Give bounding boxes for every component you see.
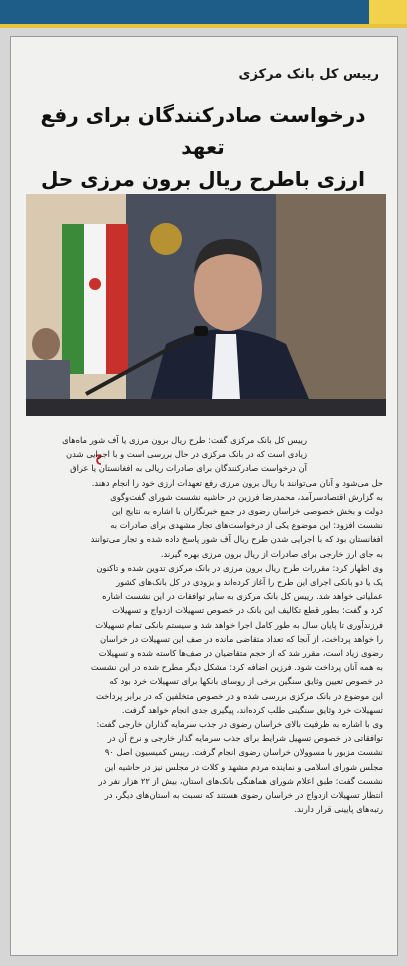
body-line: این موضوع در بانک مرکزی بررسی شده و در خصوص متخلفین که در برابر پرداخت [95,690,383,701]
top-color-bar [0,0,407,28]
body-line: حل می‌شود و آنان می‌توانند با ریال برون مرزی رفع تعهدات ارزی خود را انجام دهند. [91,477,383,488]
headline-line-1: درخواست صادرکنندگان برای رفع تعهد [40,103,366,159]
body-line: وی با اشاره به ظرفیت بالای خراسان رضوی در جذب سرمایه گذاران خارجی گفت: [96,719,383,730]
body-line: به جای ارز خارجی برای صادرات از ریال برون مرزی بهره گیرند. [160,548,383,559]
article-body [27,433,383,816]
article-kicker: رییس کل بانک مرکزی [238,67,379,82]
body-line: آن درخواست صادرکنندگان برای صادرات ریالی به افغانستان یا عراق [70,463,307,474]
body-line: رییس کل بانک مرکزی گفت: طرح ریال برون مرزی یا آف شور ماه‌های [62,435,307,445]
body-line: زیادی است که در بانک مرکزی در حال بررسی است و با اجرایی شدن [65,449,307,460]
body-line: رتبه‌های پایینی قرار دارند. [294,804,383,815]
body-line: یک یا دو بانکی اجرای این طرح را آغاز کرده‌اند و بزودی در کل بانک‌های کشور [116,577,383,588]
article-frame [10,36,398,956]
body-line: نشست مزبور با مسوولان خراسان رضوی انجام گرفت. رییس کمیسیون اصل ۹۰ [104,747,383,758]
body-line: مجلس شورای اسلامی و نماینده مردم مشهد و کلات در مجلس نیز در حاشیه این [104,761,383,772]
body-line: را خواهد پرداخت، از آنجا که تعداد متقاضی مانده در صف این تسهیلات در خراسان [99,633,383,644]
body-line: عملیاتی خواهد شد. رییس کل بانک مرکزی به سایر توافقات در این نشست اشاره [102,591,383,602]
body-line: نشست گفت: طبق اعلام شورای هماهنگی بانک‌های استان، بیش از ۲۲ هزار نفر در [98,775,383,786]
body-line: تسهیلات خرد وثایق سنگینی طلب کرده‌اند، پیگیری جدی انجام خواهد گرفت. [121,704,383,715]
body-line: افغانستان بود که با اجرایی شدن طرح ریال آف شور پاسخ داده شده و تجار می‌توانند [90,534,383,545]
body-line: دولت و بخش خصوصی خراسان رضوی در جمع خبرنگاران با اشاره به نتایج این [111,506,383,517]
logo-text: ح [95,447,101,465]
body-line: فرزندآوری تا پایان سال به طور کامل اجرا خواهد شد و سیستم بانکی تمام تسهیلات [95,619,383,630]
photo-illustration [26,194,386,416]
flag-shape [62,224,128,374]
top-yellow-tab [369,0,407,24]
top-yellow-stripe [0,24,407,28]
body-line: به همه آنان پرداخت شود. فرزین اضافه کرد: مشکل دیگر مطرح شده در این نشست [90,662,383,673]
body-line: انتظار تسهیلات ازدواج در خراسان رضوی هستند که نسبت به استان‌های دیگر، در [104,790,383,801]
body-line: در خصوص تعیین وثایق سنگین برخی از روسای بانکها برای تسهیلات خرد بود که [109,676,383,687]
body-line: کرد و گفت: بطور قطع تکالیف این بانک در خصوص تسهیلات ازدواج و تسهیلات [112,605,383,616]
body-line: رضوی زیاد است، مقرر شد که از حجم متقاضیان در صف‌ها کاسته شده و تسهیلات [98,648,383,659]
body-line: وی اظهار کرد: مقررات طرح ریال برون مرزی در بانک مرکزی تدوین شده و تاکنون [96,562,383,573]
body-line: نشست افزود: این موضوع یکی از درخواست‌های تجار مشهدی برای صادرات به [110,520,383,531]
body-line: توافقاتی در خصوص تسهیل شرایط برای جذب سرمایه گذار خارجی و نرخ آن در [107,733,383,744]
body-line: به گزارش اقتصادسرآمد، محمدرضا فرزین در حاشیه نشست شورای گفت‌وگوی [110,491,383,502]
emblem-shape [150,223,182,255]
headline-line-2: ارزی باطرح ریال برون مرزی حل [40,167,365,191]
article-photo [26,194,386,416]
